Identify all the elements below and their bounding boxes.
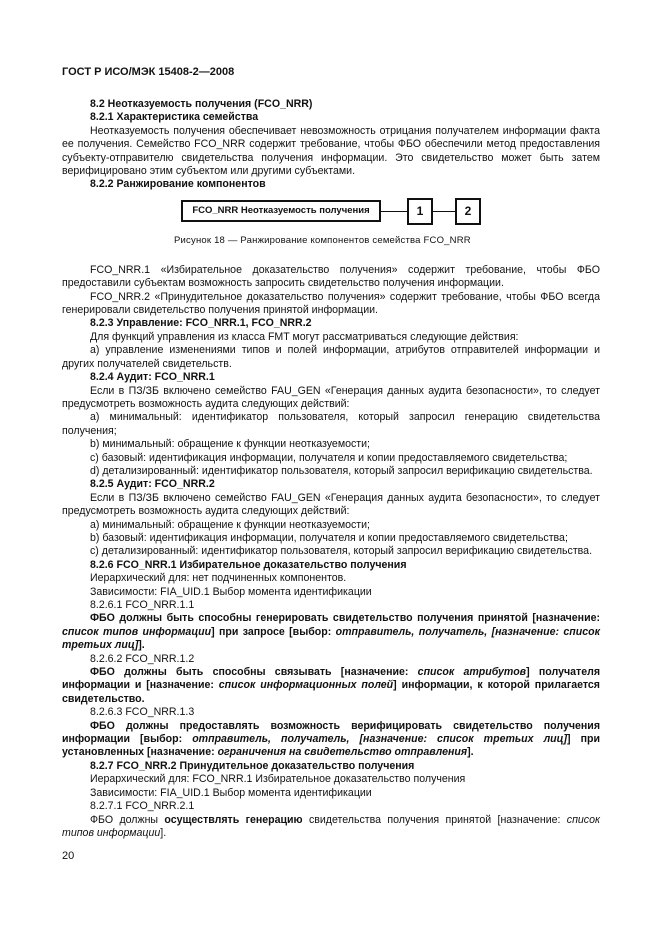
section-8-2-5-item-a: а) минимальный: обращение к функции неотказуемости; <box>90 518 370 531</box>
element-text-part: ] получателя информации и [назначение: <box>62 666 601 692</box>
component-1-box: 1 <box>407 198 433 225</box>
section-8-2-1-title: 8.2.1 Характеристика семейства <box>90 111 259 124</box>
figure-caption: Рисунок 18 — Ранжирование компонентов семейства FCO_NRR <box>174 234 471 246</box>
section-8-2-5-text: Если в ПЗ/ЗБ включено семейство FAU_GEN «Генерация данных аудита безопасности», то следует предусмотреть возможность аудита следующих действий: <box>62 491 600 518</box>
section-8-2-1-text: Неотказуемость получения обеспечивает невозможность отрицания получателем информации факта ее получения. Семейство FCO_NRR содержит требование, чтобы ФБО обеспечили метод предоставления субъекту-отправителю свидетельства получения информации. Это свидетельство может быть затем верифицировано этим субъектом или другими субъектами. <box>62 124 600 178</box>
section-8-2-6-hierarchy: Иерархический для: нет подчиненных компонентов. <box>90 572 347 585</box>
component-2-box: 2 <box>455 198 481 225</box>
section-8-2-5-item-c: с) детализированный: идентификатор пользователя, который запросил верификацию свидетельства. <box>90 545 593 558</box>
paragraph-nrr2: FCO_NRR.2 «Принудительное доказательство получения» содержит требование, чтобы ФБО всегда генерировали свидетельство получения принятой информации. <box>62 290 600 317</box>
family-box: FCO_NRR Неотказуемость получения <box>181 200 381 222</box>
section-8-2-title: 8.2 Неотказуемость получения (FCO_NRR) <box>90 98 313 110</box>
document-header: ГОСТ Р ИСО/МЭК 15408-2—2008 <box>62 66 235 78</box>
section-8-2-3-item-a: а) управление изменениями типов и полей информации, атрибутов отправителей информации и других получателей свидетельств. <box>62 344 600 370</box>
component-levelling-diagram <box>62 198 600 244</box>
element-8-2-7-1-text <box>62 814 600 841</box>
element-text-part: осуществлять генерацию <box>164 813 303 826</box>
section-8-2-4-item-d: d) детализированный: идентификатор пользователя, который запросил верификацию свидетельства. <box>90 464 593 477</box>
page-number: 20 <box>62 850 75 862</box>
section-8-2-2-title: 8.2.2 Ранжирование компонентов <box>90 178 266 191</box>
element-text-part: ]. <box>138 639 145 652</box>
element-8-2-6-3-text <box>62 720 600 760</box>
element-text-part: отправитель, получатель, [назначение: список третьих лиц] <box>62 625 600 652</box>
section-8-2-4-title: 8.2.4 Аудит: FCO_NRR.1 <box>90 371 215 384</box>
page-content <box>62 98 600 840</box>
section-8-2-3-text: Для функций управления из класса FMT могут рассматриваться следующие действия: <box>90 330 519 343</box>
element-8-2-6-2-number: 8.2.6.2 FCO_NRR.1.2 <box>90 652 195 665</box>
element-text-part: ФБО должны быть способны генерировать свидетельство получения принятой [назначение: <box>90 612 600 625</box>
element-text-part: ] информации, к которой прилагается свидетельство. <box>62 679 600 705</box>
section-8-2-4-item-c: с) базовый: идентификация информации, получателя и копии предоставляемого свидетельства; <box>90 451 568 464</box>
element-text-part: список типов информации <box>62 625 212 638</box>
element-text-part: ФБО должны предоставлять возможность верифицировать свидетельство получения информации [выбор: <box>62 719 600 746</box>
section-8-2-7-title: 8.2.7 FCO_NRR.2 Принудительное доказательство получения <box>90 759 415 772</box>
section-8-2-6-title: 8.2.6 FCO_NRR.1 Избирательное доказательство получения <box>90 558 407 571</box>
element-text-part: ФБО должны быть способны связывать [назначение: <box>90 666 418 679</box>
element-8-2-6-2-text <box>62 666 600 706</box>
element-text-part: ] при запросе [выбор: <box>211 625 336 638</box>
section-8-2-3-title: 8.2.3 Управление: FCO_NRR.1, FCO_NRR.2 <box>90 317 312 330</box>
paragraph-nrr1: FCO_NRR.1 «Избирательное доказательство получения» содержит требование, чтобы ФБО предоставили субъектам возможность запросить свидетельство получения информации. <box>62 263 600 290</box>
element-text-part: ]. <box>160 826 167 839</box>
element-text-part: ]. <box>467 746 474 759</box>
element-text-part: отправитель, получатель, [назначение: список третьих лиц] <box>192 733 568 746</box>
section-8-2-7-hierarchy: Иерархический для: FCO_NRR.1 Избирательное доказательство получения <box>90 773 466 786</box>
section-8-2-4-item-b: b) минимальный: обращение к функции неотказуемости; <box>90 438 370 451</box>
section-8-2-5-item-b: b) базовый: идентификация информации, получателя и копии предоставляемого свидетельства; <box>90 531 568 544</box>
connector-line <box>381 211 407 212</box>
element-text-part: свидетельства получения принятой [назначение: <box>302 813 567 826</box>
connector-line <box>433 211 455 212</box>
element-8-2-6-3-number: 8.2.6.3 FCO_NRR.1.3 <box>90 706 195 719</box>
element-text-part: ограничения на свидетельство отправления <box>217 746 468 759</box>
section-8-2-6-dependencies: Зависимости: FIA_UID.1 Выбор момента идентификации <box>90 585 372 598</box>
section-8-2-5-title: 8.2.5 Аудит: FCO_NRR.2 <box>90 478 215 491</box>
element-text-part: ФБО должны <box>90 813 165 826</box>
section-8-2-4-text: Если в ПЗ/ЗБ включено семейство FAU_GEN «Генерация данных аудита безопасности», то следует предусмотреть возможность аудита следующих действий: <box>62 384 600 410</box>
element-8-2-6-1-number: 8.2.6.1 FCO_NRR.1.1 <box>90 599 195 611</box>
element-text-part: ] при установленных [назначение: <box>62 733 601 759</box>
element-8-2-6-1-text <box>62 612 600 652</box>
element-text-part: список атрибутов <box>417 666 527 679</box>
section-8-2-7-dependencies: Зависимости: FIA_UID.1 Выбор момента идентификации <box>90 786 372 799</box>
section-8-2-4-item-a: а) минимальный: идентификатор пользователя, который запросил генерацию свидетельства получения; <box>62 411 600 437</box>
element-text-part: список типов информации <box>62 813 600 839</box>
element-8-2-7-1-number: 8.2.7.1 FCO_NRR.2.1 <box>90 800 195 813</box>
element-text-part: список информационных полей <box>218 679 394 692</box>
